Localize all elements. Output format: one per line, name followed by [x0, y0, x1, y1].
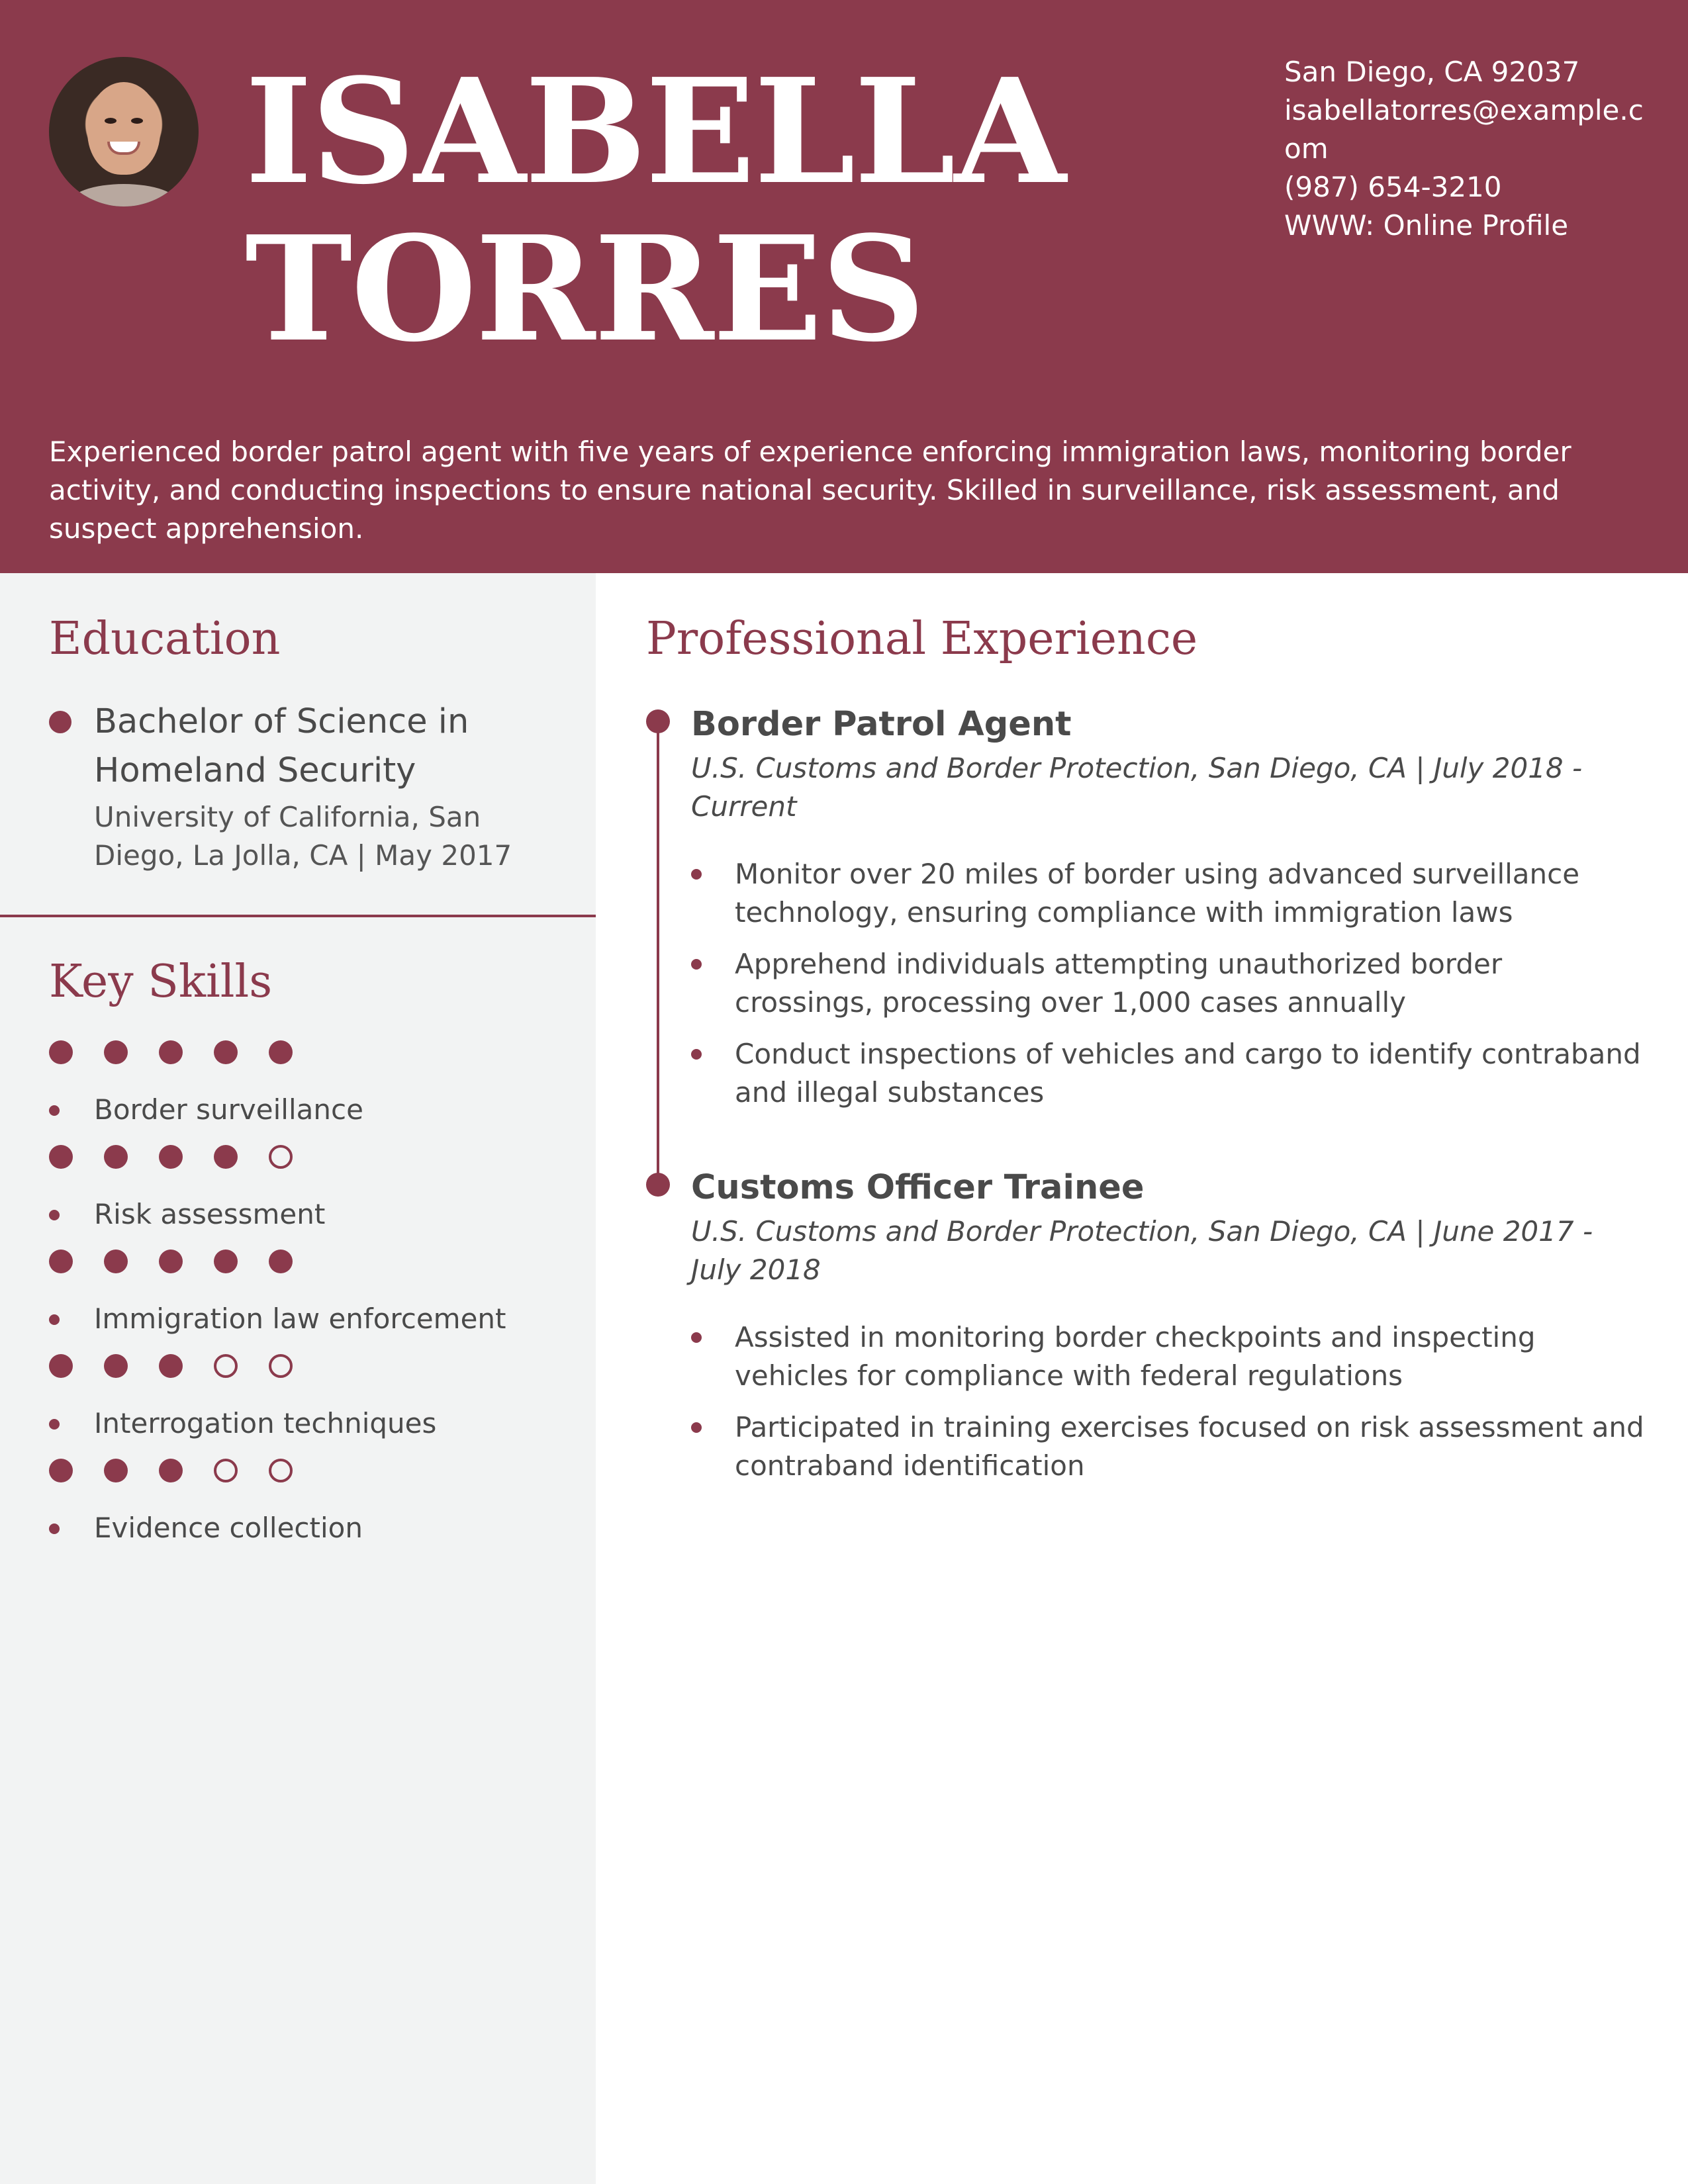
- job-meta: [691, 1212, 1618, 1289]
- contact-email[interactable]: isabellatorres@example.com: [1284, 94, 1644, 165]
- resume-header: [0, 0, 1688, 573]
- rating-dot-filled: [159, 1354, 183, 1378]
- education-degree: Bachelor of Science in Homeland Security: [94, 702, 469, 790]
- job-location-dates: , San Diego, CA | July 2018 - Current: [691, 752, 1583, 823]
- rating-dot-empty: [214, 1459, 238, 1482]
- rating-dot-filled: [104, 1354, 128, 1378]
- contact-phone: (987) 654-3210: [1284, 171, 1502, 203]
- bullet-text: Conduct inspections of vehicles and cargo to identify contraband and illegal substances: [735, 1038, 1641, 1109]
- job-bullets: [691, 855, 1644, 1125]
- skill-bullet: [49, 1314, 60, 1325]
- rating-dot-filled: [49, 1040, 73, 1064]
- name-last: TORRES: [245, 205, 925, 374]
- list-item: [691, 1035, 1644, 1112]
- rating-dot-filled: [269, 1250, 293, 1273]
- rating-dot-filled: [104, 1459, 128, 1482]
- job-title: Border Patrol Agent: [691, 705, 1072, 744]
- skill-label: Risk assessment: [94, 1198, 326, 1230]
- left-sidebar: [0, 573, 596, 2184]
- skill-bullet: [49, 1524, 60, 1534]
- education-bullet: [49, 711, 71, 733]
- skill-bullet: [49, 1210, 60, 1220]
- job-company: U.S. Customs and Border Protection: [691, 752, 1191, 784]
- section-divider: [0, 915, 596, 917]
- skill-label: Evidence collection: [94, 1512, 363, 1544]
- bullet-text: Participated in training exercises focused on risk assessment and contraband identification: [735, 1411, 1644, 1482]
- education-heading: Education: [49, 613, 281, 665]
- contact-info: [1284, 53, 1655, 245]
- bullet-text: Apprehend individuals attempting unauthorized border crossings, processing over 1,000 cases annually: [735, 948, 1503, 1019]
- rating-dot-filled: [269, 1040, 293, 1064]
- rating-dot-empty: [269, 1354, 293, 1378]
- skill-bullet: [49, 1419, 60, 1430]
- bullet-text: Assisted in monitoring border checkpoints and inspecting vehicles for compliance with federal regulations: [735, 1321, 1536, 1392]
- job-company: U.S. Customs and Border Protection: [691, 1215, 1191, 1248]
- list-item: [691, 945, 1644, 1022]
- rating-dot-empty: [269, 1459, 293, 1482]
- skill-label: Immigration law enforcement: [94, 1302, 506, 1335]
- rating-dot-filled: [214, 1145, 238, 1169]
- contact-location: San Diego, CA 92037: [1284, 56, 1580, 88]
- candidate-name: [245, 47, 1205, 374]
- job-location-dates: , San Diego, CA | June 2017 - July 2018: [691, 1215, 1593, 1286]
- rating-dot-filled: [214, 1250, 238, 1273]
- rating-dot-filled: [104, 1040, 128, 1064]
- list-item: [691, 1408, 1644, 1485]
- experience-timeline: [657, 721, 659, 1185]
- education-school: University of California, San Diego, La Jolla, CA | May 2017: [94, 801, 512, 872]
- profile-photo: [49, 57, 199, 206]
- rating-dot-filled: [159, 1459, 183, 1482]
- rating-dot-filled: [49, 1459, 73, 1482]
- skills-heading: Key Skills: [49, 956, 273, 1008]
- name-first: ISABELLA: [245, 47, 1065, 216]
- rating-dot-filled: [49, 1250, 73, 1273]
- rating-dot-filled: [104, 1250, 128, 1273]
- list-item: [691, 1318, 1644, 1395]
- job-marker: [646, 1173, 670, 1197]
- skill-bullet: [49, 1105, 60, 1116]
- rating-dot-filled: [214, 1040, 238, 1064]
- job-bullets: [691, 1318, 1644, 1498]
- skill-label: Border surveillance: [94, 1093, 363, 1126]
- contact-web-link[interactable]: WWW: Online Profile: [1284, 209, 1569, 242]
- rating-dot-empty: [269, 1145, 293, 1169]
- skill-label: Interrogation techniques: [94, 1407, 437, 1439]
- bullet-text: Monitor over 20 miles of border using advanced surveillance technology, ensuring compliance with immigration laws: [735, 858, 1580, 929]
- job-title: Customs Officer Trainee: [691, 1168, 1145, 1207]
- job-marker: [646, 709, 670, 733]
- experience-heading: Professional Experience: [646, 613, 1198, 665]
- professional-summary: Experienced border patrol agent with five years of experience enforcing immigration laws, monitoring border activity, and conducting inspections to ensure national security. Skilled in surveillance, risk assessment, and suspect apprehension.: [49, 435, 1571, 545]
- job-meta: [691, 749, 1618, 826]
- rating-dot-filled: [49, 1354, 73, 1378]
- rating-dot-filled: [159, 1250, 183, 1273]
- list-item: [691, 855, 1644, 932]
- rating-dot-filled: [49, 1145, 73, 1169]
- rating-dot-filled: [159, 1145, 183, 1169]
- rating-dot-filled: [159, 1040, 183, 1064]
- rating-dot-filled: [104, 1145, 128, 1169]
- rating-dot-empty: [214, 1354, 238, 1378]
